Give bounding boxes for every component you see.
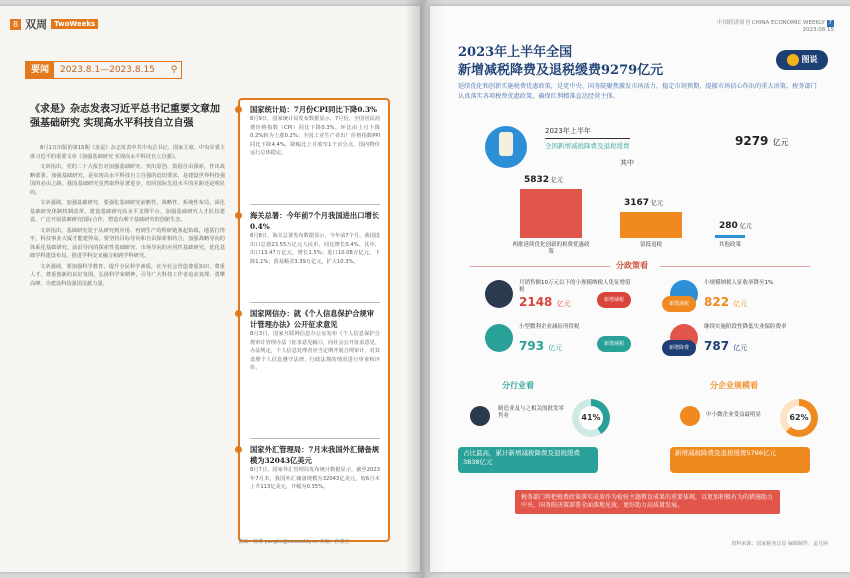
bar-value-label: 3167 亿元 <box>624 197 663 208</box>
infographic-title <box>458 44 663 80</box>
bar-category-label: 两批延续优化创新的税费优惠政策 <box>512 242 590 255</box>
total-label-bottom: 全国新增减税降费及退税缓费 <box>545 138 630 150</box>
policy-unit: 亿元 <box>556 300 571 308</box>
section-tag <box>776 50 828 70</box>
body-paragraph: 文章指出，党的二十大报告对加强基础研究、突出原创、鼓励自由探索，作出战略部署。加强基础研究，是实现高水平科技自立自强的迫切要求，是建设世界科技强国的必由之路。我国基础研究虽然取得显著进步，但同国际先进水平的差距还是明显的。 <box>30 164 225 196</box>
policy-unit: 亿元 <box>548 344 563 352</box>
divider <box>250 204 380 205</box>
total-unit: 亿元 <box>772 138 789 147</box>
bar-value-label: 280 亿元 <box>719 221 752 231</box>
industry-section-title: 分行业看 <box>502 381 534 390</box>
book-spine-shadow <box>405 0 445 578</box>
left-footer: 责编：杨琳 yanglin@ceweekly.cn 美编：孙骁立 <box>238 539 350 545</box>
week-label: 要闻 <box>26 62 54 78</box>
article-body <box>30 144 225 534</box>
divider <box>250 438 380 439</box>
bar-1 <box>620 212 682 238</box>
policy-value: 2148 <box>519 295 553 309</box>
policy-tag: 新增减税 <box>662 296 696 312</box>
side-news-body: 8月7日，国家外汇管理局发布统计数据显示，截至2023年7月末，我国外汇储备规模为32043亿美元，较6月末上升113亿美元，升幅为0.35%。 <box>250 467 380 490</box>
title-line-1: 2023年上半年全国 <box>458 45 573 60</box>
briefcase-icon <box>485 280 513 308</box>
bar-0 <box>520 189 582 238</box>
policy-value: 787 <box>704 339 730 353</box>
policy-label: 小规模纳税人征收率降至1% <box>704 280 774 286</box>
policy-label: 小型微利企业减征所得税 <box>519 324 580 330</box>
policy-value-wrap <box>704 339 747 353</box>
divider <box>660 266 810 267</box>
left-header <box>10 16 98 32</box>
policy-tag: 新增降费 <box>662 340 696 356</box>
side-news-body: 8月8日，海关总署发布数据显示，今年前7个月，我国进出口总值23.55万亿元人民币，同比增长0.4%。其中，出口13.47万亿元，增长1.5%；进口10.08万亿元，下降1.1%；贸易顺差3.39万亿元，扩大10.3%。 <box>250 233 380 265</box>
size-note: 新增减税降费及退税缓费5766亿元 <box>670 447 810 473</box>
right-header <box>717 20 834 34</box>
shop-icon <box>485 324 513 352</box>
policy-unit: 亿元 <box>733 344 748 352</box>
total-value: 9279 <box>735 134 769 148</box>
bar-value-label: 5832 亿元 <box>524 175 563 186</box>
industry-pct: 41% <box>579 406 603 430</box>
policy-value: 793 <box>519 339 545 353</box>
divider <box>470 266 610 267</box>
source-credit: 资料来源：国家税务总局 编辑制作：孟凡婷 <box>731 541 828 547</box>
business-icon <box>680 406 700 426</box>
body-paragraph: 8月1日出版的第15期《求是》杂志发表中共中央总书记、国家主席、中央军委主席习近平的重要文章《加强基础研究 实现高水平科技自立自强》。 <box>30 145 225 160</box>
left-page <box>0 6 420 572</box>
size-section-title: 分企业规模看 <box>710 381 758 390</box>
body-paragraph: 文章强调，加强基础研究，要强化基础研究前瞻性、战略性、系统性布局，深化基础研究体制机制改革，建设基础研究高水平支撑平台，加强基础研究人才队伍建设，广泛开展基础研究国际合作，塑造有利于基础研究的创新生态。 <box>30 200 225 223</box>
side-news-title: 国家网信办：就《个人信息保护合规审计管理办法》公开征求意见 <box>250 309 375 329</box>
intro-text: 延续优化和创新实施税费优惠政策，是党中央、国务院聚焦激发市场活力、稳定市场预期、提振市场信心作出的重大决策。税务部门认真落实各项税费优惠政策，确保红利精准直达经营主体。 <box>458 83 817 100</box>
policy-tag: 新增减税 <box>597 292 631 308</box>
policy-item <box>485 324 635 384</box>
bar-category-label: 留抵退税 <box>639 242 662 248</box>
magazine-header: 中国经济周刊 CHINA ECONOMIC WEEKLY <box>717 20 825 26</box>
factory-icon <box>470 406 490 426</box>
left-page-number: 8 <box>10 19 21 30</box>
side-news-item <box>250 210 380 266</box>
side-news-body: 8月3日，国家互联网信息办公室发布《个人信息保护合规审计管理办法（征求意见稿）》，向社会公开征求意见。办法规定，个人信息处理者应当定期开展合规审计，对其处理个人信息遵守法律、行政法规的情况进行审查和评价。 <box>250 331 380 371</box>
policy-value-wrap <box>519 295 571 309</box>
size-share-pie <box>780 399 818 437</box>
bullet-dot <box>235 106 242 113</box>
right-page-number: 7 <box>828 20 832 26</box>
news-sidebar <box>238 98 390 542</box>
search-icon: ⚲ <box>170 65 178 75</box>
policy-section-title: 分政策看 <box>616 261 648 270</box>
right-page <box>430 6 850 572</box>
tag-label: 图说 <box>801 55 818 64</box>
body-paragraph: 文章强调，要加强科学教育，提升全民科学素质，在全社会营造尊重知识、尊重人才、尊重创新的良好氛围，弘扬科学家精神，引导广大科技工作者追求真理、勇攀高峰，为建设科技强国贡献力量。 <box>30 263 225 287</box>
total-summary <box>485 126 815 164</box>
document-icon <box>485 126 527 168</box>
date-range: 2023.8.1—2023.8.15 <box>60 65 155 75</box>
policy-unit: 亿元 <box>733 300 748 308</box>
magazine-name: 双周 <box>25 18 48 31</box>
article-headline: 《求是》杂志发表习近平总书记重要文章加强基础研究 实现高水平科技自立自强 <box>30 104 220 129</box>
bullet-dot <box>235 446 242 453</box>
bar-2 <box>715 235 745 238</box>
policy-tag: 新增减税 <box>597 336 631 352</box>
policy-value-wrap <box>519 339 562 353</box>
side-news-title: 海关总署：今年前7个月我国进出口增长0.4% <box>250 211 380 231</box>
brand-logo: TwoWeeks <box>51 19 98 29</box>
side-news-title: 国家统计局：7月份CPI同比下降0.3% <box>250 105 377 114</box>
week-news-bar <box>25 61 182 79</box>
issue-date: 2023.08.15 <box>802 27 834 33</box>
side-news-item <box>250 444 380 492</box>
side-news-item <box>250 104 380 158</box>
title-line-2: 新增减税降费及退税缓费9279亿元 <box>458 63 664 78</box>
total-label-top: 2023年上半年 <box>545 127 591 135</box>
tag-icon <box>787 54 799 66</box>
body-paragraph: 文章指出，基础研究处于从研究到应用、再到生产的科研链条起始端，地基打得牢，科技事业大厦才能建得高。要坚持目标导向和自由探索相结合，加强战略导向的体系化基础研究、前沿导向的探索性基础研究、市场导向的应用性基础研究，优化基础学科建设布局，推进学科交叉融合和跨学科研究。 <box>30 227 225 259</box>
side-news-title: 国家外汇管理局：7月末我国外汇储备规模为32043亿美元 <box>250 445 380 465</box>
among-label: 其中 <box>620 159 634 167</box>
side-news-body: 8月9日，国家统计局发布数据显示，7月份，全国居民消费价格指数（CPI）同比下降0.3%。环比由上月下降0.2%转为上涨0.2%；全国工业生产者出厂价格指数PPI同比下降4.4%，降幅比上月收窄1个百分点，国内物价运行总体稳定。 <box>250 116 380 156</box>
bar-category-label: 其他政策 <box>718 242 741 248</box>
divider <box>250 302 380 303</box>
policy-value: 822 <box>704 295 730 309</box>
side-news-item <box>250 308 380 373</box>
size-label: 中小微企业受益最明显 <box>706 412 762 418</box>
bullet-dot <box>235 310 242 317</box>
industry-label: 制造业及与之相关的批发零售业 <box>498 406 565 419</box>
policy-label: 继续实施阶段性降低失业保险费率 <box>704 324 787 330</box>
breakdown-bar-chart <box>510 176 810 256</box>
industry-note: 占比最高，累计新增减税降费及退税缓费3838亿元 <box>458 447 598 473</box>
total-value-wrap <box>735 134 789 148</box>
policy-value-wrap <box>704 295 747 309</box>
policy-label: 月销售额10万元以下的小规模纳税人免征增值税 <box>519 280 631 293</box>
industry-share-pie <box>572 399 610 437</box>
size-pct: 62% <box>787 406 811 430</box>
bullet-dot <box>235 212 242 219</box>
bottom-note: 税务部门将把税费政策落实成效作为检验主题教育成果的重要体现，以更加积极有为的措施助力中央、国务院决策部署全面落地见效，更好助力高质量发展。 <box>515 490 780 514</box>
